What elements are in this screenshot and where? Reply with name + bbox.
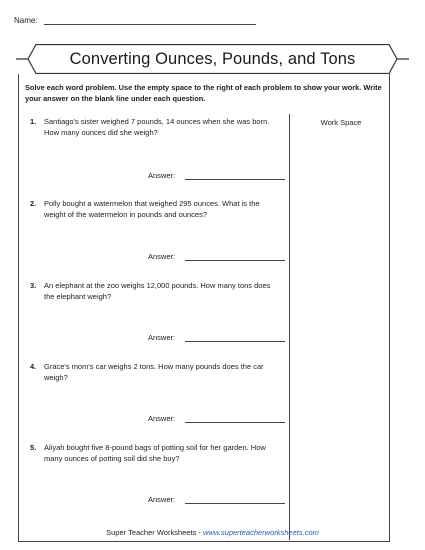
problem-text: Aliyah bought five 8-pound bags of potting soil for her garden. How many ounces of potting soil did she buy? (44, 443, 266, 463)
name-field[interactable] (14, 16, 256, 25)
work-space-divider (289, 114, 290, 540)
problem-text: Santiago's sister weighed 7 pounds, 14 ounces when she was born. How many ounces did she weigh? (44, 117, 270, 137)
answer-field-1[interactable] (148, 171, 285, 180)
answer-field-5[interactable] (148, 495, 285, 504)
answer-label: Answer: (148, 333, 176, 342)
answer-label: Answer: (148, 171, 176, 180)
answer-field-2[interactable] (148, 252, 285, 261)
footer (0, 528, 425, 537)
answer-blank-line[interactable] (185, 171, 285, 180)
answer-blank-line[interactable] (185, 414, 285, 423)
footer-link[interactable]: www.superteacherworksheets.com (202, 528, 319, 537)
answer-blank-line[interactable] (185, 495, 285, 504)
problem-number: 4. (30, 362, 37, 371)
title-banner (16, 44, 409, 74)
answer-label: Answer: (148, 495, 176, 504)
problem-text: Grace's mom's car weighs 2 tons. How many pounds does the car weigh? (44, 362, 264, 382)
instructions: Solve each word problem. Use the empty space to the right of each problem to show your work. Write your answer on the blank line under each question. (25, 83, 382, 103)
problem-text: Polly bought a watermelon that weighed 295 ounces. What is the weight of the watermelon in pounds and ounces? (44, 199, 260, 219)
answer-field-3[interactable] (148, 333, 285, 342)
problem-number: 3. (30, 281, 37, 290)
answer-label: Answer: (148, 252, 176, 261)
problem-number: 5. (30, 443, 37, 452)
problem-number: 2. (30, 199, 37, 208)
answer-field-4[interactable] (148, 414, 285, 423)
worksheet-box (18, 74, 390, 542)
answer-label: Answer: (148, 414, 176, 423)
footer-text: Super Teacher Worksheets - (106, 528, 201, 537)
answer-blank-line[interactable] (185, 333, 285, 342)
page-title: Converting Ounces, Pounds, and Tons (69, 49, 356, 68)
name-label: Name: (14, 16, 38, 25)
work-space-label: Work Space (320, 118, 362, 127)
problem-number: 1. (30, 117, 37, 126)
name-blank-line[interactable] (44, 16, 256, 25)
problem-text: An elephant at the zoo weighs 12,000 pounds. How many tons does the elephant weigh? (44, 281, 271, 301)
answer-blank-line[interactable] (185, 252, 285, 261)
